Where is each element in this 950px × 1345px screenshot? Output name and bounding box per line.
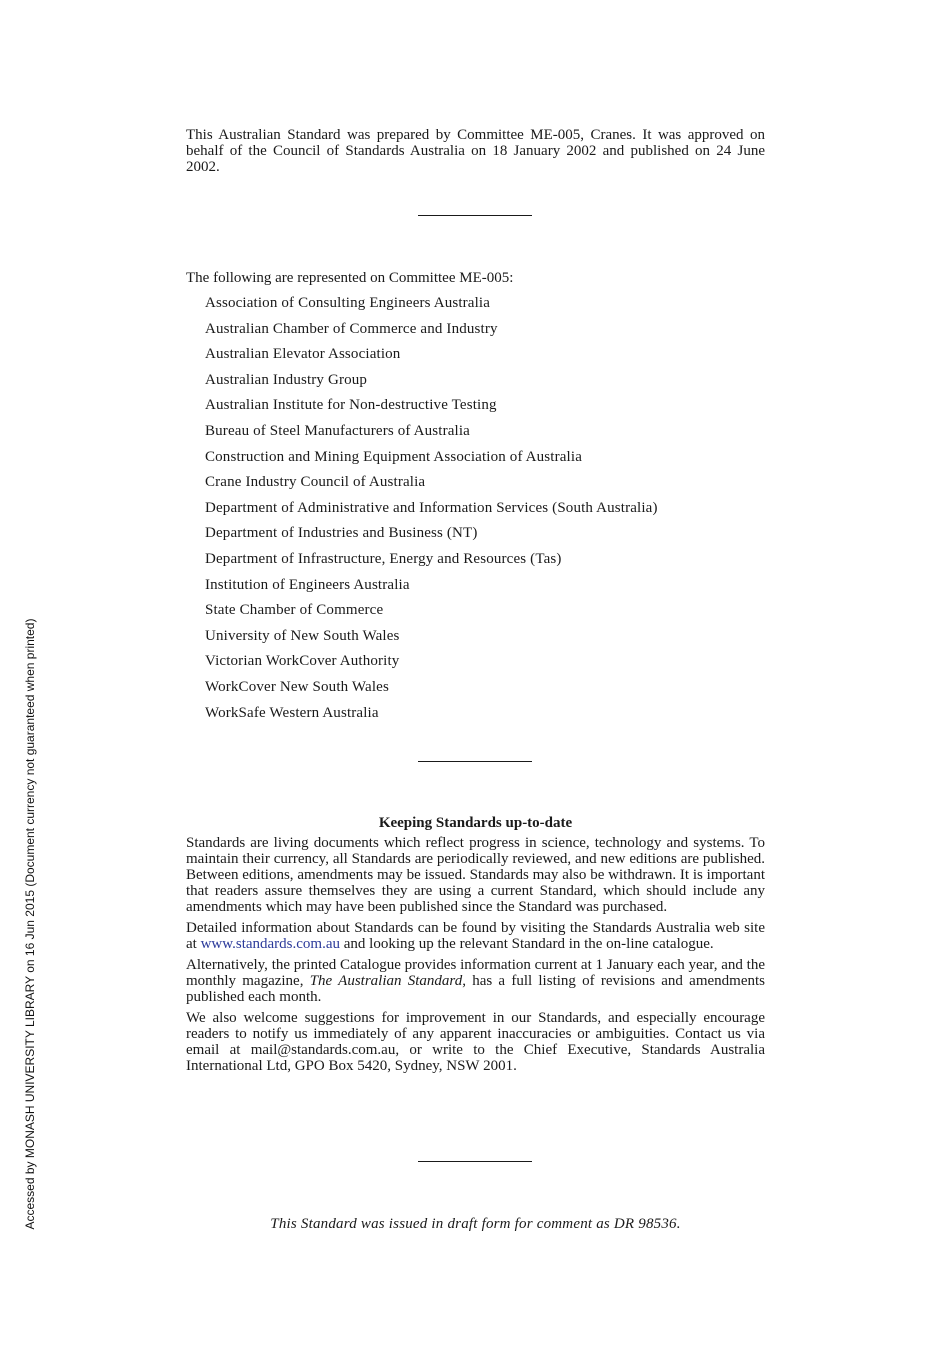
- preparation-statement: This Australian Standard was prepared by Committee ME-005, Cranes. It was approved on behalf of the Council of Standards Australia on 18 January 2002 and published on 24 June 2002.: [186, 127, 765, 175]
- committee-member: Australian Institute for Non-destructive Testing: [205, 397, 497, 414]
- section-divider: [418, 1161, 532, 1162]
- committee-member: Australian Elevator Association: [205, 346, 401, 363]
- committee-member: Department of Infrastructure, Energy and Resources (Tas): [205, 550, 562, 567]
- committee-member: Crane Industry Council of Australia: [205, 474, 426, 491]
- committee-member: Institution of Engineers Australia: [205, 576, 410, 593]
- paragraph-living-documents: Standards are living documents which reflect progress in science, technology and systems. To maintain their currency, all Standards are periodically reviewed, and new editions are published. Between editions, amendments may be issued. Standards may also be withdrawn. It is important that readers assure themselves they are using a current Standard, which should include any amendments which may have been published since the Standard was purchased.: [186, 835, 765, 915]
- committee-member: Australian Industry Group: [205, 371, 368, 388]
- committee-member: Department of Industries and Business (NT): [205, 525, 478, 542]
- committee-section: [186, 269, 765, 726]
- committee-member: Bureau of Steel Manufacturers of Australia: [205, 422, 470, 439]
- committee-member: Department of Administrative and Information Services (South Australia): [205, 499, 658, 516]
- paragraph-web-site: [186, 920, 765, 952]
- committee-member: Victorian WorkCover Authority: [205, 653, 400, 670]
- committee-member-list: [186, 291, 765, 726]
- paragraph-suggestions: We also welcome suggestions for improvement in our Standards, and especially encourage readers to notify us immediately of any apparent inaccuracies or ambiguities. Contact us via email at mail@standards.com.au, or write to the Chief Executive, Standards Australia International Ltd, GPO Box 5420, Sydney, NSW 2001.: [186, 1010, 765, 1074]
- committee-member: University of New South Wales: [205, 627, 400, 644]
- access-watermark-text: Accessed by MONASH UNIVERSITY LIBRARY on 16 Jun 2015 (Document currency not guaranteed when printed): [23, 618, 37, 1230]
- standards-website-link[interactable]: www.standards.com.au: [200, 936, 340, 952]
- committee-member: State Chamber of Commerce: [205, 602, 384, 619]
- committee-member: Australian Chamber of Commerce and Industry: [205, 320, 498, 337]
- section-heading: Keeping Standards up-to-date: [378, 815, 573, 831]
- paragraph-text: and looking up the relevant Standard in the on-line catalogue.: [340, 936, 714, 952]
- paragraph-text: Detailed information about Standards can be found by visiting the Standards Australia web site at: [186, 920, 765, 952]
- section-divider: [418, 215, 532, 216]
- magazine-title: The Australian Standard: [309, 973, 463, 989]
- access-watermark: [23, 594, 37, 1254]
- committee-member: WorkSafe Western Australia: [205, 704, 379, 721]
- committee-member: Construction and Mining Equipment Association of Australia: [205, 448, 582, 465]
- committee-lead: The following are represented on Committee ME-005:: [186, 270, 514, 286]
- committee-member: Association of Consulting Engineers Australia: [205, 295, 491, 311]
- paragraph-catalogue: [186, 957, 765, 1005]
- section-divider: [418, 761, 532, 762]
- keeping-standards-section: [186, 815, 765, 1079]
- paragraph-text: Alternatively, the printed Catalogue provides information current at 1 January each year, and the monthly magazine,: [186, 957, 765, 989]
- committee-member: WorkCover New South Wales: [205, 678, 389, 695]
- paragraph-text: , has a full listing of revisions and amendments published each month.: [186, 973, 765, 1005]
- draft-footnote: This Standard was issued in draft form for comment as DR 98536.: [270, 1216, 681, 1232]
